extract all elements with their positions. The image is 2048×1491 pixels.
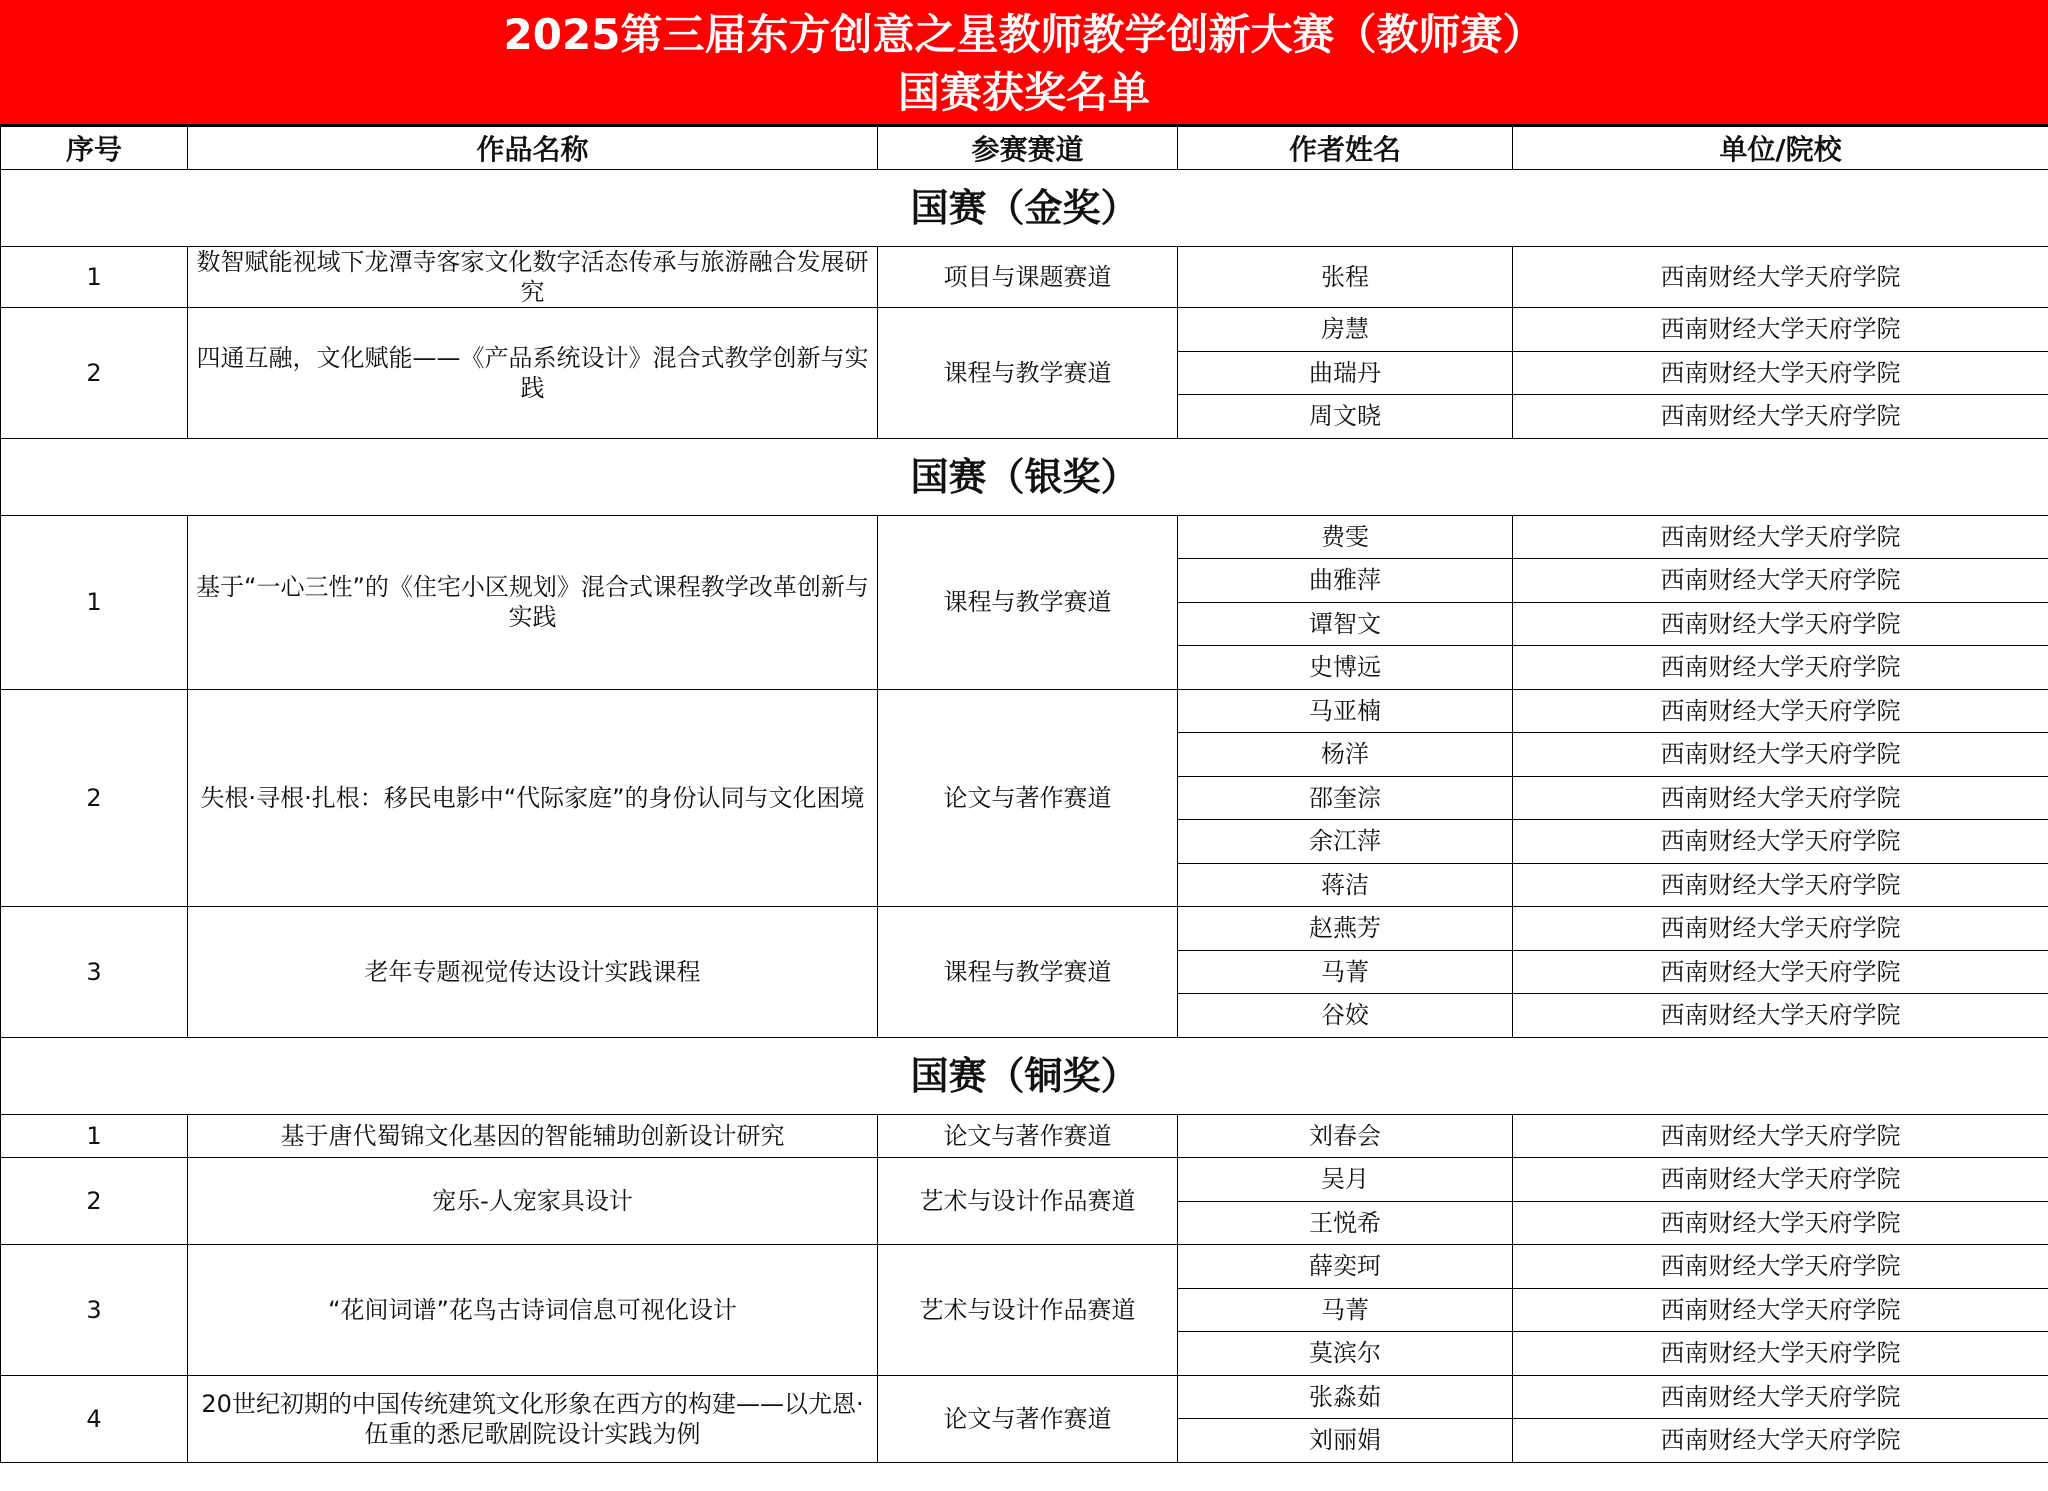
section-row-silver xyxy=(1,438,2048,515)
author-name: 余江萍 xyxy=(1178,820,1513,864)
table-row xyxy=(1,1375,2048,1419)
entry-number: 3 xyxy=(1,1245,188,1376)
author-name: 张淼茹 xyxy=(1178,1375,1513,1419)
section-title-bronze: 国赛（铜奖） xyxy=(1,1037,2048,1114)
section-title-silver: 国赛（银奖） xyxy=(1,438,2048,515)
author-unit: 西南财经大学天府学院 xyxy=(1513,689,2048,733)
work-title: 宠乐-人宠家具设计 xyxy=(188,1158,878,1245)
track-name: 论文与著作赛道 xyxy=(878,689,1178,907)
work-title: 20世纪初期的中国传统建筑文化形象在西方的构建——以尤恩·伍重的悉尼歌剧院设计实践为例 xyxy=(188,1375,878,1462)
author-unit: 西南财经大学天府学院 xyxy=(1513,1114,2048,1158)
header-row xyxy=(1,127,2048,170)
table-row xyxy=(1,247,2048,308)
title-line-1: 2025第三届东方创意之星教师教学创新大赛（教师赛） xyxy=(503,10,1545,59)
title-line-2: 国赛获奖名单 xyxy=(897,68,1150,117)
author-name: 周文晓 xyxy=(1178,395,1513,439)
author-name: 邵奎淙 xyxy=(1178,776,1513,820)
entry-number: 1 xyxy=(1,515,188,689)
section-title-gold: 国赛（金奖） xyxy=(1,170,2048,247)
author-unit: 西南财经大学天府学院 xyxy=(1513,247,2048,308)
table-row xyxy=(1,515,2048,559)
author-name: 谷姣 xyxy=(1178,994,1513,1038)
author-name: 吴月 xyxy=(1178,1158,1513,1202)
entry-number: 1 xyxy=(1,1114,188,1158)
entry-number: 3 xyxy=(1,907,188,1038)
author-unit: 西南财经大学天府学院 xyxy=(1513,1332,2048,1376)
author-unit: 西南财经大学天府学院 xyxy=(1513,820,2048,864)
author-unit: 西南财经大学天府学院 xyxy=(1513,776,2048,820)
table-row xyxy=(1,308,2048,352)
author-unit: 西南财经大学天府学院 xyxy=(1513,863,2048,907)
entry-number: 4 xyxy=(1,1375,188,1462)
author-name: 房慧 xyxy=(1178,308,1513,352)
author-unit: 西南财经大学天府学院 xyxy=(1513,646,2048,690)
author-name: 曲雅萍 xyxy=(1178,559,1513,603)
header-unit: 单位/院校 xyxy=(1513,127,2048,170)
track-name: 论文与著作赛道 xyxy=(878,1114,1178,1158)
track-name: 项目与课题赛道 xyxy=(878,247,1178,308)
author-name: 张程 xyxy=(1178,247,1513,308)
author-unit: 西南财经大学天府学院 xyxy=(1513,994,2048,1038)
author-unit: 西南财经大学天府学院 xyxy=(1513,395,2048,439)
header-author: 作者姓名 xyxy=(1178,127,1513,170)
header-no: 序号 xyxy=(1,127,188,170)
author-unit: 西南财经大学天府学院 xyxy=(1513,1245,2048,1289)
author-unit: 西南财经大学天府学院 xyxy=(1513,1158,2048,1202)
author-name: 曲瑞丹 xyxy=(1178,351,1513,395)
header-work: 作品名称 xyxy=(188,127,878,170)
track-name: 艺术与设计作品赛道 xyxy=(878,1245,1178,1376)
author-name: 史博远 xyxy=(1178,646,1513,690)
track-name: 课程与教学赛道 xyxy=(878,515,1178,689)
author-unit: 西南财经大学天府学院 xyxy=(1513,351,2048,395)
table-row xyxy=(1,689,2048,733)
award-table xyxy=(0,126,2048,1463)
author-name: 刘丽娟 xyxy=(1178,1419,1513,1463)
track-name: 论文与著作赛道 xyxy=(878,1375,1178,1462)
work-title: “花间词谱”花鸟古诗词信息可视化设计 xyxy=(188,1245,878,1376)
author-name: 蒋洁 xyxy=(1178,863,1513,907)
section-row-bronze xyxy=(1,1037,2048,1114)
author-name: 赵燕芳 xyxy=(1178,907,1513,951)
table-body xyxy=(1,170,2048,1463)
entry-number: 2 xyxy=(1,308,188,439)
table-row xyxy=(1,907,2048,951)
author-unit: 西南财经大学天府学院 xyxy=(1513,602,2048,646)
title-banner xyxy=(0,0,2048,126)
section-row-gold xyxy=(1,170,2048,247)
table-row xyxy=(1,1245,2048,1289)
entry-number: 1 xyxy=(1,247,188,308)
track-name: 艺术与设计作品赛道 xyxy=(878,1158,1178,1245)
author-name: 王悦希 xyxy=(1178,1201,1513,1245)
author-name: 杨洋 xyxy=(1178,733,1513,777)
author-name: 刘春会 xyxy=(1178,1114,1513,1158)
author-name: 薛奕珂 xyxy=(1178,1245,1513,1289)
author-name: 马菁 xyxy=(1178,950,1513,994)
work-title: 失根·寻根·扎根：移民电影中“代际家庭”的身份认同与文化困境 xyxy=(188,689,878,907)
author-unit: 西南财经大学天府学院 xyxy=(1513,907,2048,951)
author-unit: 西南财经大学天府学院 xyxy=(1513,733,2048,777)
table-row xyxy=(1,1114,2048,1158)
author-unit: 西南财经大学天府学院 xyxy=(1513,308,2048,352)
author-unit: 西南财经大学天府学院 xyxy=(1513,515,2048,559)
author-unit: 西南财经大学天府学院 xyxy=(1513,950,2048,994)
entry-number: 2 xyxy=(1,1158,188,1245)
work-title: 四通互融，文化赋能——《产品系统设计》混合式教学创新与实践 xyxy=(188,308,878,439)
author-unit: 西南财经大学天府学院 xyxy=(1513,1419,2048,1463)
track-name: 课程与教学赛道 xyxy=(878,308,1178,439)
work-title: 数智赋能视域下龙潭寺客家文化数字活态传承与旅游融合发展研究 xyxy=(188,247,878,308)
author-unit: 西南财经大学天府学院 xyxy=(1513,559,2048,603)
author-name: 费雯 xyxy=(1178,515,1513,559)
author-name: 莫滨尔 xyxy=(1178,1332,1513,1376)
track-name: 课程与教学赛道 xyxy=(878,907,1178,1038)
work-title: 基于唐代蜀锦文化基因的智能辅助创新设计研究 xyxy=(188,1114,878,1158)
table-row xyxy=(1,1158,2048,1202)
entry-number: 2 xyxy=(1,689,188,907)
work-title: 基于“一心三性”的《住宅小区规划》混合式课程教学改革创新与实践 xyxy=(188,515,878,689)
author-unit: 西南财经大学天府学院 xyxy=(1513,1201,2048,1245)
author-unit: 西南财经大学天府学院 xyxy=(1513,1288,2048,1332)
author-name: 马亚楠 xyxy=(1178,689,1513,733)
work-title: 老年专题视觉传达设计实践课程 xyxy=(188,907,878,1038)
author-name: 马菁 xyxy=(1178,1288,1513,1332)
author-name: 谭智文 xyxy=(1178,602,1513,646)
author-unit: 西南财经大学天府学院 xyxy=(1513,1375,2048,1419)
header-track: 参赛赛道 xyxy=(878,127,1178,170)
